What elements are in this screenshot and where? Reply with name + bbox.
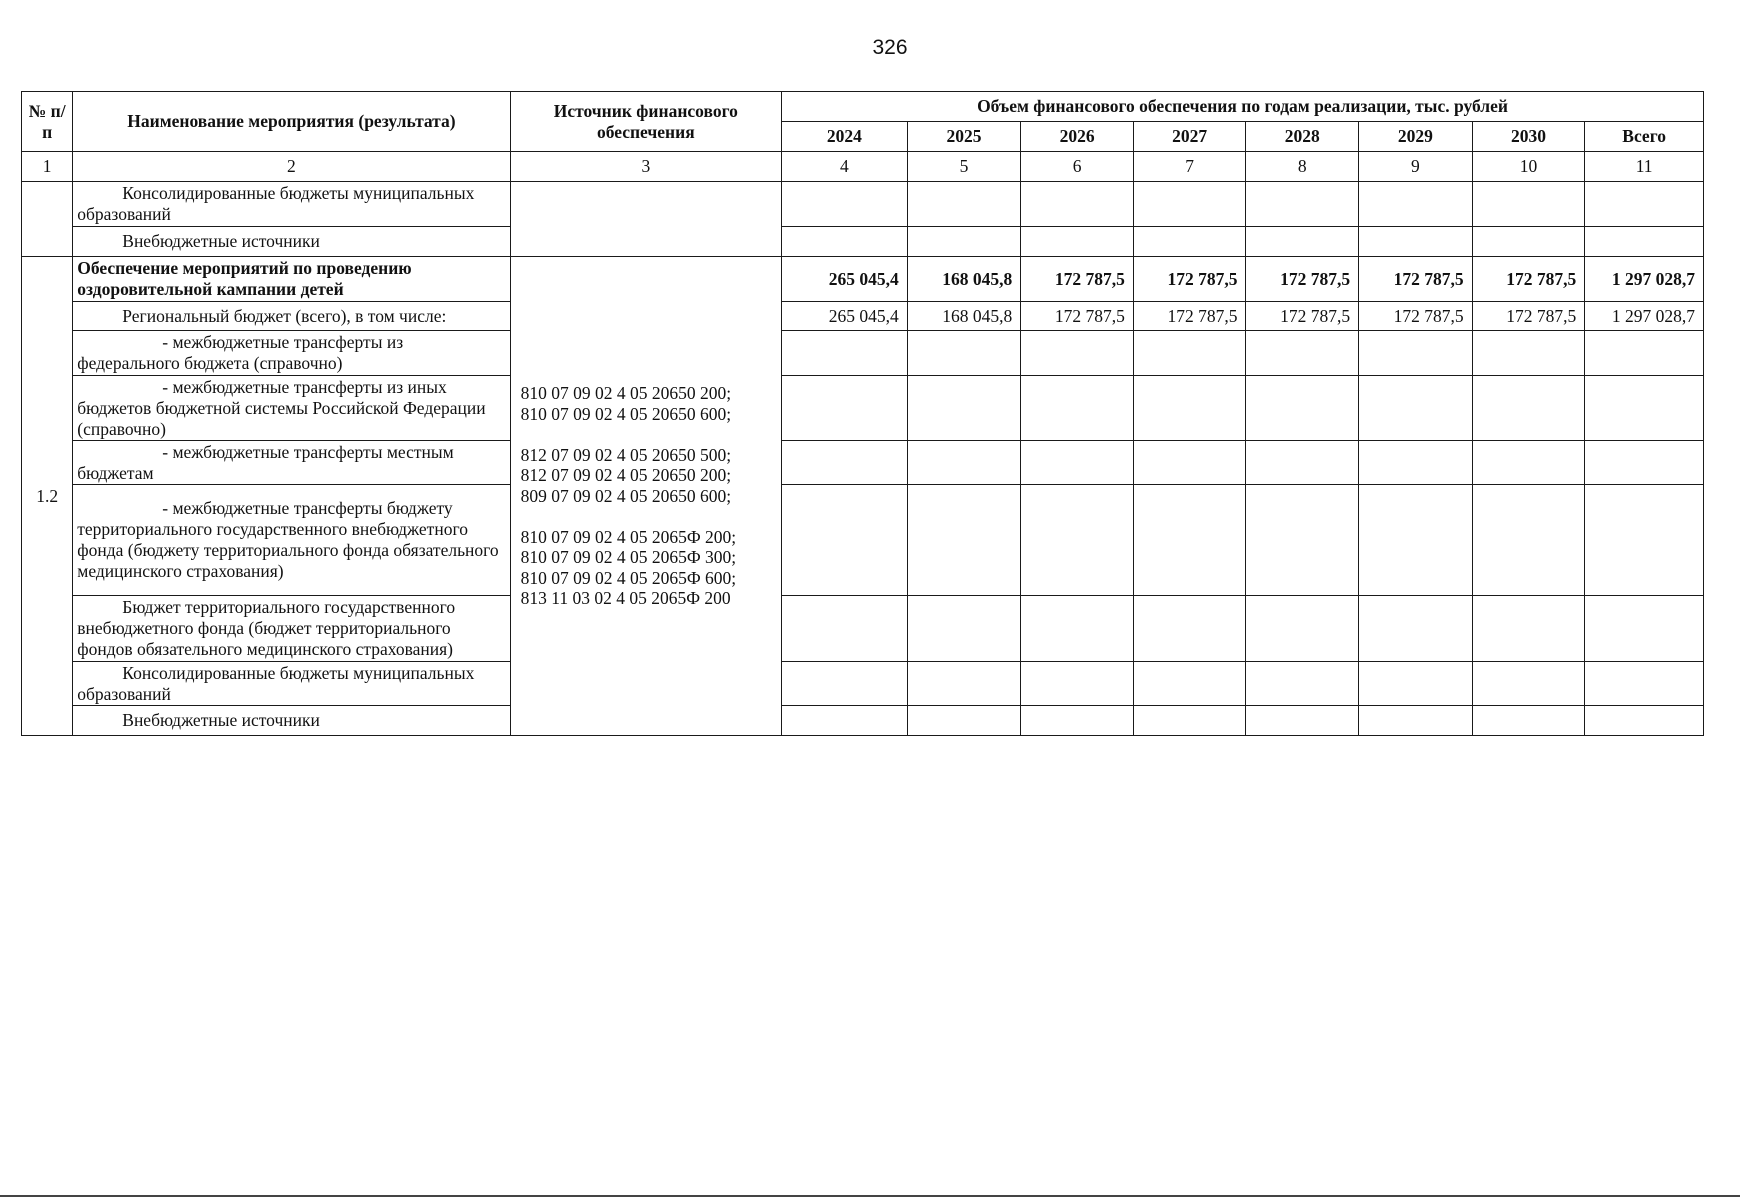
col-number: 8 — [1246, 152, 1359, 182]
value-cell: 265 045,4 — [782, 257, 908, 302]
header-source: Источник финансового обеспечения — [510, 92, 781, 152]
table-row — [22, 257, 1704, 302]
header-year: 2025 — [907, 122, 1021, 152]
col-number: 5 — [907, 152, 1021, 182]
row-name: Консолидированные бюджеты муниципальных образований — [73, 662, 510, 706]
row-name: - межбюджетные трансферты из федерального бюджета (справочно) — [73, 331, 510, 376]
row-number — [22, 182, 73, 257]
header-year: 2026 — [1021, 122, 1134, 152]
page-bottom-rule — [0, 1195, 1740, 1197]
value-cell: 172 787,5 — [1133, 302, 1246, 331]
row-name: Внебюджетные источники — [73, 706, 510, 736]
col-number: 6 — [1021, 152, 1134, 182]
col-number: 7 — [1133, 152, 1246, 182]
total-cell: 1 297 028,7 — [1585, 257, 1704, 302]
header-total: Всего — [1585, 122, 1704, 152]
row-name: Внебюджетные источники — [73, 227, 510, 257]
value-cell: 172 787,5 — [1359, 257, 1473, 302]
value-cell: 265 045,4 — [782, 302, 908, 331]
header-num: № п/п — [22, 92, 73, 152]
value-cell: 172 787,5 — [1133, 257, 1246, 302]
header-row-1 — [22, 92, 1704, 122]
row-name: - межбюджетные трансферты местным бюджетам — [73, 441, 510, 485]
header-year: 2024 — [782, 122, 908, 152]
page-number: 326 — [872, 36, 908, 59]
total-cell: 1 297 028,7 — [1585, 302, 1704, 331]
header-name: Наименование мероприятия (результата) — [73, 92, 510, 152]
value-cell: 168 045,8 — [907, 302, 1021, 331]
budget-table — [21, 91, 1704, 736]
table-row — [22, 596, 1704, 662]
table-row — [22, 441, 1704, 485]
col-number: 9 — [1359, 152, 1473, 182]
table-row — [22, 376, 1704, 441]
table-row — [22, 227, 1704, 257]
table-row — [22, 302, 1704, 331]
value-cell: 172 787,5 — [1021, 257, 1134, 302]
row-name: Бюджет территориального государственного внебюджетного фонда (бюджет территориального фондов обязательного медицинского страхования) — [73, 596, 510, 662]
table-row — [22, 331, 1704, 376]
row-number: 1.2 — [22, 257, 73, 736]
column-number-row — [22, 152, 1704, 182]
row-name: - межбюджетные трансферты из иных бюджетов бюджетной системы Российской Федерации (справочно) — [73, 376, 510, 441]
table-row — [22, 182, 1704, 227]
table-row — [22, 706, 1704, 736]
value-cell: 172 787,5 — [1359, 302, 1473, 331]
row-name: - межбюджетные трансферты бюджету территориального государственного внебюджетного фонда (бюджету территориального фонда обязательного медицинского страхования) — [73, 485, 510, 596]
row-source — [510, 182, 781, 257]
value-cell: 172 787,5 — [1021, 302, 1134, 331]
col-number: 4 — [782, 152, 908, 182]
value-cell: 172 787,5 — [1472, 302, 1585, 331]
header-year: 2029 — [1359, 122, 1473, 152]
row-name: Консолидированные бюджеты муниципальных образований — [73, 182, 510, 227]
value-cell: 172 787,5 — [1246, 257, 1359, 302]
header-year: 2027 — [1133, 122, 1246, 152]
header-year: 2028 — [1246, 122, 1359, 152]
col-number: 2 — [73, 152, 510, 182]
col-number: 10 — [1472, 152, 1585, 182]
header-volume: Объем финансового обеспечения по годам реализации, тыс. рублей — [782, 92, 1704, 122]
row-name: Обеспечение мероприятий по проведению оздоровительной кампании детей — [73, 257, 510, 302]
table-row — [22, 662, 1704, 706]
header-year: 2030 — [1472, 122, 1585, 152]
value-cell: 172 787,5 — [1246, 302, 1359, 331]
row-name: Региональный бюджет (всего), в том числе: — [73, 302, 510, 331]
value-cell: 172 787,5 — [1472, 257, 1585, 302]
col-number: 1 — [22, 152, 73, 182]
value-cell: 168 045,8 — [907, 257, 1021, 302]
col-number: 11 — [1585, 152, 1704, 182]
table-row — [22, 485, 1704, 596]
source-codes: 810 07 09 02 4 05 20650 200; 810 07 09 02 4 05 20650 600; 812 07 09 02 4 05 20650 500; 812 07 09 02 4 05 20650 200; 809 07 09 02 4 05 20650 600; 810 07 09 02 4 05 2065Ф 200; 810 07 09 02 4 05 2065Ф 300; 810 07 09 02 4 05 2065Ф 600; 813 11 03 02 4 05 2065Ф 200 — [510, 257, 781, 736]
col-number: 3 — [510, 152, 781, 182]
